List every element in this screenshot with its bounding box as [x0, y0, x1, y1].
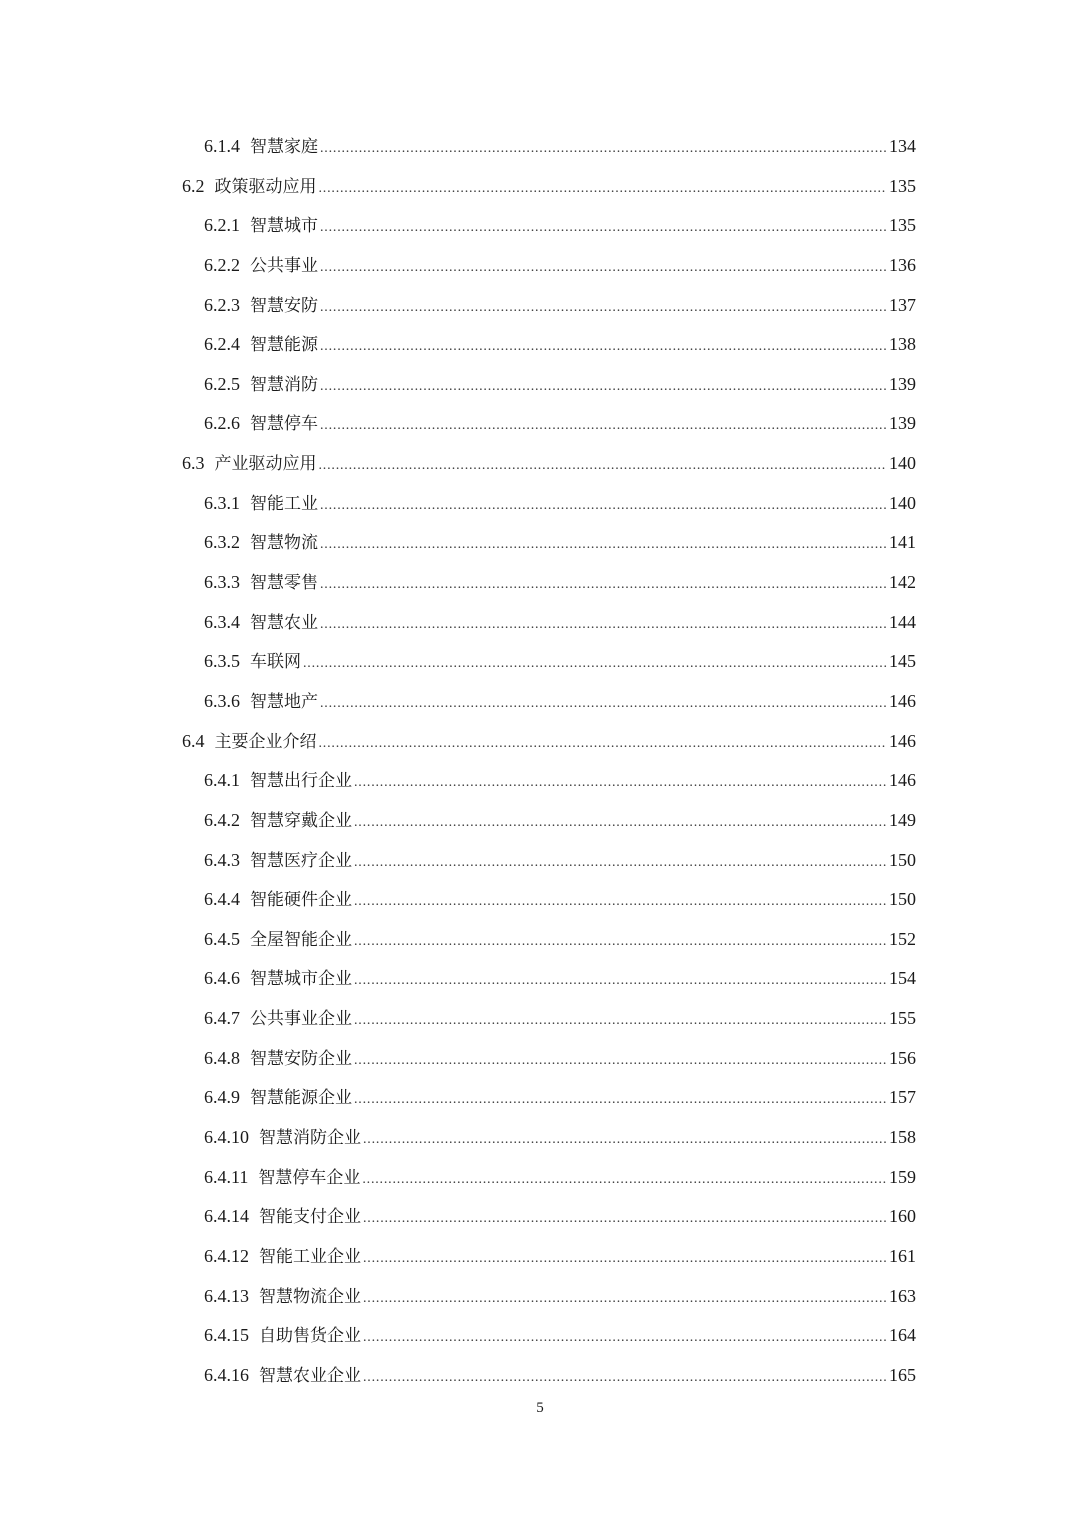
- toc-dot-leader: [354, 803, 887, 843]
- toc-entry-page: 161: [889, 1245, 916, 1266]
- toc-dot-leader: [363, 1279, 887, 1319]
- toc-entry-page: 149: [889, 809, 916, 830]
- toc-dot-leader: [320, 406, 887, 446]
- toc-entry-title: 智慧停车: [250, 414, 318, 435]
- toc-entry-page: 155: [889, 1008, 916, 1029]
- toc-entry-number: 6.2.2: [204, 254, 240, 275]
- toc-entry[interactable]: [182, 642, 916, 682]
- toc-entry-title: 智慧物流: [250, 533, 318, 554]
- toc-entry-page: 146: [889, 730, 916, 751]
- toc-entry-number: 6.3.1: [204, 492, 240, 513]
- toc-entry[interactable]: [182, 722, 916, 762]
- toc-entry[interactable]: [182, 246, 916, 286]
- toc-entry-page: 159: [889, 1166, 916, 1187]
- toc-entry[interactable]: [182, 325, 916, 365]
- toc-entry-number: 6.4.15: [204, 1325, 249, 1346]
- toc-dot-leader: [303, 644, 887, 684]
- toc-entry[interactable]: [182, 761, 916, 801]
- toc-entry-title: 智慧地产: [250, 691, 318, 712]
- toc-entry-number: 6.4.3: [204, 849, 240, 870]
- toc-entry-title: 自助售货企业: [259, 1326, 361, 1347]
- toc-dot-leader: [354, 922, 887, 962]
- toc-entry-number: 6.2.1: [204, 215, 240, 236]
- toc-dot-leader: [354, 763, 887, 803]
- toc-entry-title: 智能工业: [250, 493, 318, 514]
- toc-entry-number: 6.4.1: [204, 770, 240, 791]
- toc-entry-page: 136: [889, 254, 916, 275]
- toc-dot-leader: [354, 843, 887, 883]
- toc-entry-number: 6.2: [182, 175, 205, 196]
- toc-entry-number: 6.2.6: [204, 413, 240, 434]
- toc-entry-page: 144: [889, 611, 916, 632]
- toc-dot-leader: [354, 1041, 887, 1081]
- toc-entry-number: 6.3.2: [204, 532, 240, 553]
- toc-entry-title: 智慧安防企业: [250, 1048, 352, 1069]
- toc-entry-number: 6.4.12: [204, 1245, 249, 1266]
- toc-entry[interactable]: [182, 167, 916, 207]
- toc-entry-number: 6.1.4: [204, 136, 240, 156]
- toc-dot-leader: [320, 605, 887, 645]
- toc-dot-leader: [319, 446, 888, 486]
- toc-entry[interactable]: [182, 484, 916, 524]
- toc-dot-leader: [362, 1160, 887, 1200]
- toc-entry-title: 智慧城市: [250, 216, 318, 237]
- toc-entry-number: 6.4.16: [204, 1364, 249, 1385]
- toc-entry-page: 141: [889, 532, 916, 553]
- toc-entry-number: 6.3.4: [204, 611, 240, 632]
- toc-entry-number: 6.4.2: [204, 809, 240, 830]
- toc-entry-page: 142: [889, 572, 916, 593]
- toc-entry-title: 智慧能源企业: [250, 1088, 352, 1109]
- toc-entry-title: 智能硬件企业: [250, 890, 352, 911]
- toc-entry-title: 公共事业企业: [250, 1009, 352, 1030]
- toc-entry[interactable]: [182, 127, 916, 167]
- toc-entry[interactable]: [182, 959, 916, 999]
- toc-entry-page: 150: [889, 849, 916, 870]
- toc-entry-page: 135: [889, 175, 916, 196]
- toc-entry-page: 134: [889, 136, 916, 156]
- toc-entry[interactable]: [182, 603, 916, 643]
- toc-entry-page: 156: [889, 1047, 916, 1068]
- toc-entry-number: 6.2.3: [204, 294, 240, 315]
- toc-entry[interactable]: [182, 1197, 916, 1237]
- toc-dot-leader: [320, 327, 887, 367]
- toc-entry-title: 智慧穿戴企业: [250, 810, 352, 831]
- toc-entry-page: 137: [889, 294, 916, 315]
- toc-entry[interactable]: [182, 1158, 916, 1198]
- toc-entry[interactable]: [182, 206, 916, 246]
- toc-entry-page: 164: [889, 1325, 916, 1346]
- toc-entry-page: 157: [889, 1087, 916, 1108]
- toc-entry-title: 智慧安防: [250, 295, 318, 316]
- toc-entry-page: 158: [889, 1127, 916, 1148]
- toc-dot-leader: [320, 525, 887, 565]
- toc-dot-leader: [363, 1199, 887, 1239]
- toc-dot-leader: [354, 1001, 887, 1041]
- toc-entry-number: 6.2.5: [204, 373, 240, 394]
- toc-entry-page: 150: [889, 889, 916, 910]
- toc-entry-title: 智慧零售: [250, 573, 318, 594]
- toc-entry-number: 6.4.4: [204, 889, 240, 910]
- toc-entry-title: 智能工业企业: [259, 1246, 361, 1267]
- toc-entry-page: 135: [889, 215, 916, 236]
- toc-entry-number: 6.4.6: [204, 968, 240, 989]
- toc-entry-title: 智能支付企业: [259, 1207, 361, 1228]
- toc-entry-page: 146: [889, 770, 916, 791]
- toc-entry-number: 6.4.7: [204, 1008, 240, 1029]
- toc-entry-title: 车联网: [250, 652, 301, 673]
- toc-entry-page: 139: [889, 413, 916, 434]
- toc-entry-page: 146: [889, 690, 916, 711]
- toc-entry-number: 6.4.13: [204, 1285, 249, 1306]
- toc-entry-page: 154: [889, 968, 916, 989]
- toc-dot-leader: [363, 1239, 887, 1279]
- toc-dot-leader: [320, 367, 887, 407]
- page-number: 5: [536, 1400, 544, 1416]
- toc-entry[interactable]: [182, 1316, 916, 1356]
- toc-entry-title: 智慧农业企业: [259, 1365, 361, 1386]
- toc-dot-leader: [319, 724, 888, 764]
- toc-entry-page: 138: [889, 334, 916, 355]
- toc-entry-number: 6.4.8: [204, 1047, 240, 1068]
- toc-entry-number: 6.4.5: [204, 928, 240, 949]
- toc-dot-leader: [354, 882, 887, 922]
- toc-entry-title: 产业驱动应用: [214, 454, 317, 475]
- toc-entry-number: 6.3.6: [204, 690, 240, 711]
- toc-dot-leader: [354, 961, 887, 1001]
- toc-dot-leader: [320, 248, 887, 288]
- toc-entry-title: 智慧农业: [250, 612, 318, 633]
- toc-entry[interactable]: [182, 1237, 916, 1277]
- toc-entry[interactable]: [182, 404, 916, 444]
- toc-dot-leader: [354, 1080, 887, 1120]
- toc-entry-title: 智慧消防: [250, 374, 318, 395]
- toc-entry-number: 6.4.10: [204, 1127, 249, 1148]
- toc-entry-number: 6.4: [182, 730, 205, 751]
- toc-entry[interactable]: [182, 523, 916, 563]
- toc-entry-title: 政策驱动应用: [214, 176, 317, 197]
- toc-dot-leader: [320, 129, 887, 169]
- toc-entry[interactable]: [182, 841, 916, 881]
- toc-entry[interactable]: [182, 999, 916, 1039]
- toc-dot-leader: [363, 1318, 887, 1358]
- toc-entry[interactable]: [182, 444, 916, 484]
- toc-entry[interactable]: [182, 1039, 916, 1079]
- toc-entry-title: 智慧医疗企业: [250, 850, 352, 871]
- toc-entry-number: 6.4.11: [204, 1166, 249, 1187]
- toc-entry-number: 6.3.3: [204, 572, 240, 593]
- toc-entry[interactable]: [182, 286, 916, 326]
- toc-entry-page: 145: [889, 651, 916, 672]
- toc-entry-number: 6.2.4: [204, 334, 240, 355]
- toc-entry-title: 公共事业: [250, 255, 318, 276]
- toc-entry-title: 智慧停车企业: [258, 1167, 361, 1188]
- toc-entry[interactable]: [182, 920, 916, 960]
- toc-entry-number: 6.4.14: [204, 1206, 249, 1227]
- toc-entry-page: 140: [889, 492, 916, 513]
- toc-entry-title: 智慧物流企业: [259, 1286, 361, 1307]
- toc-entry-title: 智慧消防企业: [259, 1128, 361, 1149]
- toc-entry-number: 6.3: [182, 453, 205, 474]
- toc-entry[interactable]: [182, 1356, 916, 1396]
- toc-entry-page: 140: [889, 453, 916, 474]
- toc-entry[interactable]: [182, 1118, 916, 1158]
- toc-entry-number: 6.4.9: [204, 1087, 240, 1108]
- toc-entry[interactable]: [182, 365, 916, 405]
- toc-entry-title: 智慧能源: [250, 335, 318, 356]
- toc-entry[interactable]: [182, 880, 916, 920]
- toc-entry[interactable]: [182, 1078, 916, 1118]
- toc-entry-title: 主要企业介绍: [214, 731, 317, 752]
- toc-entry-title: 智慧家庭: [250, 137, 318, 157]
- toc-dot-leader: [320, 288, 887, 328]
- toc-dot-leader: [363, 1120, 887, 1160]
- table-of-contents: [182, 127, 916, 1396]
- toc-entry[interactable]: [182, 563, 916, 603]
- toc-entry-number: 6.3.5: [204, 651, 240, 672]
- toc-entry-page: 160: [889, 1206, 916, 1227]
- toc-dot-leader: [320, 208, 887, 248]
- toc-entry[interactable]: [182, 682, 916, 722]
- toc-dot-leader: [319, 169, 888, 209]
- toc-entry-page: 152: [889, 928, 916, 949]
- toc-entry[interactable]: [182, 1277, 916, 1317]
- toc-entry-page: 163: [889, 1285, 916, 1306]
- toc-dot-leader: [320, 486, 887, 526]
- toc-entry-title: 全屋智能企业: [250, 929, 352, 950]
- toc-entry-title: 智慧城市企业: [250, 969, 352, 990]
- toc-entry[interactable]: [182, 801, 916, 841]
- toc-entry-title: 智慧出行企业: [250, 771, 352, 792]
- toc-entry-page: 165: [889, 1364, 916, 1385]
- toc-dot-leader: [363, 1358, 887, 1398]
- toc-entry-page: 139: [889, 373, 916, 394]
- toc-dot-leader: [320, 565, 887, 605]
- toc-dot-leader: [320, 684, 887, 724]
